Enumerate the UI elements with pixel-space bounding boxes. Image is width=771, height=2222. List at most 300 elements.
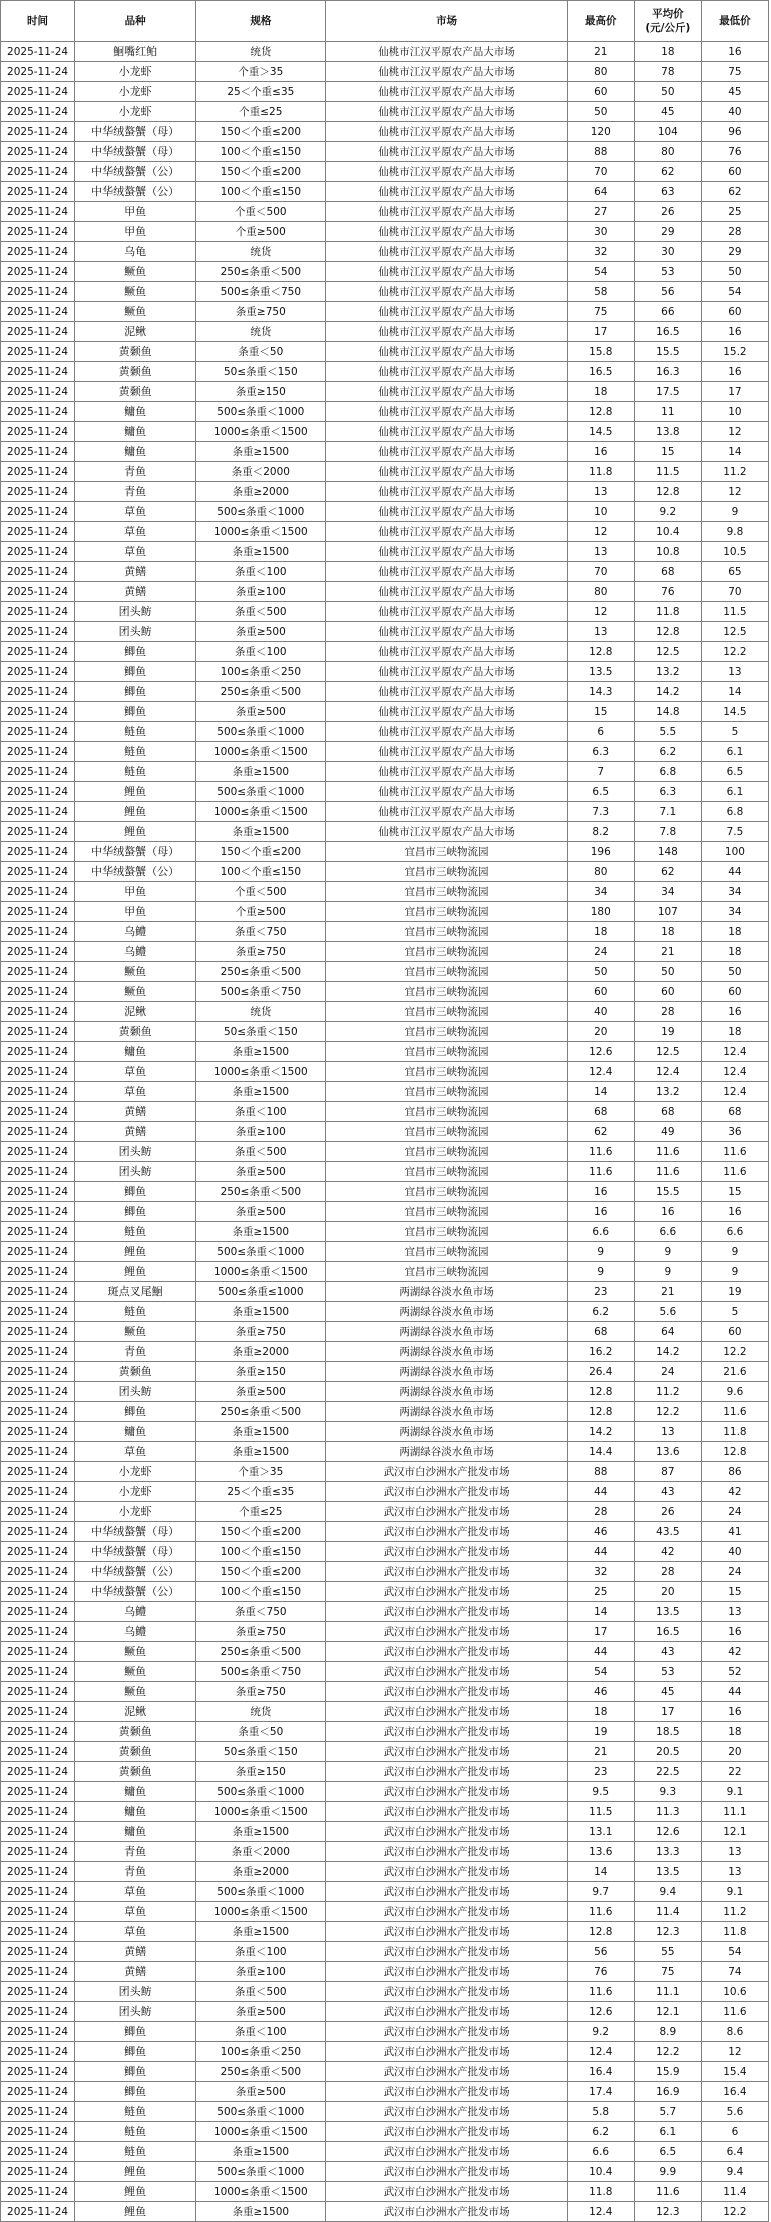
spec-cell: 条重≥500 [196, 1162, 326, 1182]
avg-price-cell: 87 [634, 1462, 701, 1482]
low-price-cell: 100 [701, 842, 768, 862]
spec-cell: 500≤条重＜1000 [196, 1782, 326, 1802]
low-price-cell: 16 [701, 362, 768, 382]
low-price-cell: 18 [701, 942, 768, 962]
market-cell: 仙桃市江汉平原农产品大市场 [326, 602, 567, 622]
date-cell: 2025-11-24 [1, 1442, 75, 1462]
table-row [1, 1482, 769, 1502]
date-cell: 2025-11-24 [1, 1662, 75, 1682]
high-price-cell: 60 [567, 982, 634, 1002]
low-price-cell: 60 [701, 162, 768, 182]
market-cell: 仙桃市江汉平原农产品大市场 [326, 262, 567, 282]
avg-price-cell: 68 [634, 562, 701, 582]
low-price-cell: 45 [701, 82, 768, 102]
spec-cell: 条重≥1500 [196, 1302, 326, 1322]
spec-cell: 条重≥500 [196, 622, 326, 642]
date-cell: 2025-11-24 [1, 1502, 75, 1522]
high-price-cell: 12.8 [567, 1402, 634, 1422]
date-cell: 2025-11-24 [1, 962, 75, 982]
market-cell: 武汉市白沙洲水产批发市场 [326, 2142, 567, 2162]
spec-cell: 条重≥500 [196, 1202, 326, 1222]
spec-cell: 个重≤25 [196, 102, 326, 122]
date-cell: 2025-11-24 [1, 42, 75, 62]
avg-price-cell: 75 [634, 1962, 701, 1982]
high-price-cell: 8.2 [567, 822, 634, 842]
high-price-cell: 75 [567, 302, 634, 322]
spec-cell: 条重＜2000 [196, 462, 326, 482]
market-cell: 宜昌市三峡物流园 [326, 1022, 567, 1042]
low-price-cell: 6.1 [701, 782, 768, 802]
spec-cell: 条重≥1500 [196, 1422, 326, 1442]
market-cell: 两湖绿谷淡水鱼市场 [326, 1402, 567, 1422]
low-price-cell: 17 [701, 382, 768, 402]
table-row [1, 902, 769, 922]
date-cell: 2025-11-24 [1, 502, 75, 522]
market-cell: 仙桃市江汉平原农产品大市场 [326, 42, 567, 62]
high-price-cell: 17 [567, 1622, 634, 1642]
date-cell: 2025-11-24 [1, 2102, 75, 2122]
high-price-cell: 6.6 [567, 2142, 634, 2162]
market-cell: 武汉市白沙洲水产批发市场 [326, 1882, 567, 1902]
high-price-cell: 44 [567, 1542, 634, 1562]
market-cell: 仙桃市江汉平原农产品大市场 [326, 142, 567, 162]
market-cell: 仙桃市江汉平原农产品大市场 [326, 82, 567, 102]
avg-price-cell: 11.8 [634, 602, 701, 622]
high-price-cell: 17 [567, 322, 634, 342]
avg-price-cell: 53 [634, 1662, 701, 1682]
variety-cell: 泥鳅 [75, 1002, 196, 1022]
high-price-cell: 12.4 [567, 2042, 634, 2062]
avg-price-cell: 13.2 [634, 1082, 701, 1102]
avg-price-cell: 26 [634, 202, 701, 222]
market-cell: 仙桃市江汉平原农产品大市场 [326, 442, 567, 462]
table-row [1, 1862, 769, 1882]
spec-cell: 条重＜2000 [196, 1842, 326, 1862]
variety-cell: 团头鲂 [75, 1982, 196, 2002]
date-cell: 2025-11-24 [1, 1322, 75, 1342]
market-cell: 武汉市白沙洲水产批发市场 [326, 1502, 567, 1522]
low-price-cell: 16 [701, 1622, 768, 1642]
spec-cell: 条重＜500 [196, 1142, 326, 1162]
avg-price-cell: 107 [634, 902, 701, 922]
date-cell: 2025-11-24 [1, 162, 75, 182]
table-row [1, 1982, 769, 2002]
market-cell: 仙桃市江汉平原农产品大市场 [326, 422, 567, 442]
low-price-cell: 12 [701, 2042, 768, 2062]
low-price-cell: 16 [701, 1702, 768, 1722]
avg-price-cell: 20.5 [634, 1742, 701, 1762]
low-price-cell: 19 [701, 1282, 768, 1302]
date-cell: 2025-11-24 [1, 702, 75, 722]
header-low-price: 最低价 [701, 1, 768, 42]
variety-cell: 斑点叉尾鮰 [75, 1282, 196, 1302]
market-cell: 两湖绿谷淡水鱼市场 [326, 1382, 567, 1402]
table-row [1, 862, 769, 882]
date-cell: 2025-11-24 [1, 602, 75, 622]
table-row [1, 762, 769, 782]
variety-cell: 鲫鱼 [75, 1182, 196, 1202]
date-cell: 2025-11-24 [1, 1682, 75, 1702]
variety-cell: 青鱼 [75, 1342, 196, 1362]
variety-cell: 甲鱼 [75, 882, 196, 902]
table-row [1, 182, 769, 202]
market-cell: 武汉市白沙洲水产批发市场 [326, 2022, 567, 2042]
date-cell: 2025-11-24 [1, 1302, 75, 1322]
table-row [1, 1202, 769, 1222]
high-price-cell: 28 [567, 1502, 634, 1522]
spec-cell: 500≤条重＜1000 [196, 782, 326, 802]
date-cell: 2025-11-24 [1, 2022, 75, 2042]
market-cell: 仙桃市江汉平原农产品大市场 [326, 682, 567, 702]
date-cell: 2025-11-24 [1, 1362, 75, 1382]
table-row [1, 522, 769, 542]
low-price-cell: 11.5 [701, 602, 768, 622]
market-cell: 仙桃市江汉平原农产品大市场 [326, 202, 567, 222]
header-avg-price-unit: (元/公斤) [645, 22, 691, 34]
low-price-cell: 54 [701, 1942, 768, 1962]
variety-cell: 鳜鱼 [75, 962, 196, 982]
table-row [1, 742, 769, 762]
avg-price-cell: 13.3 [634, 1842, 701, 1862]
table-row [1, 1582, 769, 1602]
high-price-cell: 50 [567, 102, 634, 122]
date-cell: 2025-11-24 [1, 222, 75, 242]
low-price-cell: 9 [701, 1242, 768, 1262]
market-cell: 武汉市白沙洲水产批发市场 [326, 1922, 567, 1942]
market-cell: 武汉市白沙洲水产批发市场 [326, 2122, 567, 2142]
table-row [1, 482, 769, 502]
low-price-cell: 9.4 [701, 2162, 768, 2182]
variety-cell: 鳙鱼 [75, 1042, 196, 1062]
spec-cell: 100≤条重＜250 [196, 662, 326, 682]
variety-cell: 黄颡鱼 [75, 1762, 196, 1782]
variety-cell: 乌鳢 [75, 922, 196, 942]
avg-price-cell: 13.5 [634, 1602, 701, 1622]
market-cell: 仙桃市江汉平原农产品大市场 [326, 182, 567, 202]
high-price-cell: 6 [567, 722, 634, 742]
table-row [1, 922, 769, 942]
table-row [1, 1362, 769, 1382]
date-cell: 2025-11-24 [1, 1482, 75, 1502]
high-price-cell: 11.5 [567, 1802, 634, 1822]
avg-price-cell: 28 [634, 1562, 701, 1582]
avg-price-cell: 12.8 [634, 622, 701, 642]
table-row [1, 222, 769, 242]
high-price-cell: 6.3 [567, 742, 634, 762]
low-price-cell: 11.4 [701, 2182, 768, 2202]
date-cell: 2025-11-24 [1, 2182, 75, 2202]
table-row [1, 822, 769, 842]
variety-cell: 鳜鱼 [75, 1642, 196, 1662]
variety-cell: 鳜鱼 [75, 262, 196, 282]
avg-price-cell: 43.5 [634, 1522, 701, 1542]
date-cell: 2025-11-24 [1, 262, 75, 282]
market-cell: 仙桃市江汉平原农产品大市场 [326, 562, 567, 582]
header-date: 时间 [1, 1, 75, 42]
variety-cell: 黄鳝 [75, 562, 196, 582]
low-price-cell: 9.1 [701, 1782, 768, 1802]
date-cell: 2025-11-24 [1, 1202, 75, 1222]
date-cell: 2025-11-24 [1, 1962, 75, 1982]
spec-cell: 条重≥750 [196, 1322, 326, 1342]
table-row [1, 1122, 769, 1142]
avg-price-cell: 18.5 [634, 1722, 701, 1742]
variety-cell: 草鱼 [75, 542, 196, 562]
avg-price-cell: 45 [634, 1682, 701, 1702]
date-cell: 2025-11-24 [1, 202, 75, 222]
table-row [1, 1722, 769, 1742]
market-cell: 仙桃市江汉平原农产品大市场 [326, 502, 567, 522]
table-row [1, 2102, 769, 2122]
high-price-cell: 14.4 [567, 1442, 634, 1462]
market-cell: 仙桃市江汉平原农产品大市场 [326, 662, 567, 682]
variety-cell: 黄鳝 [75, 1942, 196, 1962]
date-cell: 2025-11-24 [1, 142, 75, 162]
variety-cell: 黄鳝 [75, 582, 196, 602]
high-price-cell: 12.4 [567, 2202, 634, 2222]
avg-price-cell: 50 [634, 82, 701, 102]
variety-cell: 鲫鱼 [75, 2062, 196, 2082]
avg-price-cell: 5.7 [634, 2102, 701, 2122]
table-row [1, 1882, 769, 1902]
avg-price-cell: 11.6 [634, 1162, 701, 1182]
market-cell: 武汉市白沙洲水产批发市场 [326, 1862, 567, 1882]
variety-cell: 乌鳢 [75, 1622, 196, 1642]
avg-price-cell: 11.1 [634, 1982, 701, 2002]
market-cell: 武汉市白沙洲水产批发市场 [326, 2102, 567, 2122]
table-row [1, 1562, 769, 1582]
high-price-cell: 16 [567, 1202, 634, 1222]
market-cell: 武汉市白沙洲水产批发市场 [326, 1942, 567, 1962]
spec-cell: 条重＜750 [196, 1602, 326, 1622]
date-cell: 2025-11-24 [1, 642, 75, 662]
variety-cell: 鳙鱼 [75, 422, 196, 442]
high-price-cell: 12 [567, 522, 634, 542]
high-price-cell: 70 [567, 162, 634, 182]
market-cell: 宜昌市三峡物流园 [326, 1202, 567, 1222]
high-price-cell: 18 [567, 382, 634, 402]
spec-cell: 条重≥1500 [196, 442, 326, 462]
date-cell: 2025-11-24 [1, 1882, 75, 1902]
avg-price-cell: 55 [634, 1942, 701, 1962]
market-cell: 宜昌市三峡物流园 [326, 1122, 567, 1142]
low-price-cell: 5 [701, 722, 768, 742]
low-price-cell: 40 [701, 102, 768, 122]
variety-cell: 乌龟 [75, 242, 196, 262]
avg-price-cell: 76 [634, 582, 701, 602]
date-cell: 2025-11-24 [1, 1222, 75, 1242]
spec-cell: 条重≥150 [196, 1362, 326, 1382]
market-cell: 仙桃市江汉平原农产品大市场 [326, 582, 567, 602]
variety-cell: 鲢鱼 [75, 1222, 196, 1242]
date-cell: 2025-11-24 [1, 942, 75, 962]
high-price-cell: 60 [567, 82, 634, 102]
market-cell: 仙桃市江汉平原农产品大市场 [326, 462, 567, 482]
variety-cell: 草鱼 [75, 1922, 196, 1942]
low-price-cell: 25 [701, 202, 768, 222]
high-price-cell: 58 [567, 282, 634, 302]
avg-price-cell: 16.9 [634, 2082, 701, 2102]
avg-price-cell: 78 [634, 62, 701, 82]
variety-cell: 鲤鱼 [75, 2202, 196, 2222]
avg-price-cell: 12.2 [634, 1402, 701, 1422]
table-row [1, 102, 769, 122]
spec-cell: 条重≥1500 [196, 1442, 326, 1462]
header-market: 市场 [326, 1, 567, 42]
spec-cell: 1000≤条重＜1500 [196, 422, 326, 442]
spec-cell: 250≤条重＜500 [196, 1402, 326, 1422]
spec-cell: 100≤条重＜250 [196, 2042, 326, 2062]
avg-price-cell: 22.5 [634, 1762, 701, 1782]
spec-cell: 条重≥150 [196, 382, 326, 402]
low-price-cell: 24 [701, 1562, 768, 1582]
avg-price-cell: 15.5 [634, 1182, 701, 1202]
high-price-cell: 12.8 [567, 402, 634, 422]
market-cell: 宜昌市三峡物流园 [326, 942, 567, 962]
header-avg-price [634, 1, 701, 42]
date-cell: 2025-11-24 [1, 82, 75, 102]
date-cell: 2025-11-24 [1, 1582, 75, 1602]
table-row [1, 2142, 769, 2162]
avg-price-cell: 11.3 [634, 1802, 701, 1822]
low-price-cell: 15.4 [701, 2062, 768, 2082]
table-row [1, 642, 769, 662]
date-cell: 2025-11-24 [1, 882, 75, 902]
date-cell: 2025-11-24 [1, 902, 75, 922]
low-price-cell: 11.6 [701, 2002, 768, 2022]
avg-price-cell: 9.2 [634, 502, 701, 522]
spec-cell: 条重≥750 [196, 942, 326, 962]
spec-cell: 条重≥2000 [196, 482, 326, 502]
avg-price-cell: 56 [634, 282, 701, 302]
variety-cell: 中华绒螯蟹（公） [75, 862, 196, 882]
spec-cell: 150＜个重≤200 [196, 1562, 326, 1582]
variety-cell: 黄颡鱼 [75, 1362, 196, 1382]
date-cell: 2025-11-24 [1, 1242, 75, 1262]
high-price-cell: 13.5 [567, 662, 634, 682]
spec-cell: 条重＜100 [196, 1942, 326, 1962]
high-price-cell: 20 [567, 1022, 634, 1042]
variety-cell: 鲢鱼 [75, 762, 196, 782]
avg-price-cell: 68 [634, 1102, 701, 1122]
variety-cell: 鳜鱼 [75, 1322, 196, 1342]
market-cell: 仙桃市江汉平原农产品大市场 [326, 362, 567, 382]
date-cell: 2025-11-24 [1, 1922, 75, 1942]
avg-price-cell: 104 [634, 122, 701, 142]
market-cell: 武汉市白沙洲水产批发市场 [326, 1822, 567, 1842]
spec-cell: 条重≥1500 [196, 1222, 326, 1242]
high-price-cell: 23 [567, 1762, 634, 1782]
low-price-cell: 12.4 [701, 1062, 768, 1082]
variety-cell: 鲫鱼 [75, 682, 196, 702]
avg-price-cell: 18 [634, 922, 701, 942]
high-price-cell: 12.6 [567, 1042, 634, 1062]
high-price-cell: 7 [567, 762, 634, 782]
market-cell: 武汉市白沙洲水产批发市场 [326, 1702, 567, 1722]
high-price-cell: 15.8 [567, 342, 634, 362]
avg-price-cell: 6.3 [634, 782, 701, 802]
avg-price-cell: 9.9 [634, 2162, 701, 2182]
high-price-cell: 14.2 [567, 1422, 634, 1442]
spec-cell: 条重≥100 [196, 1962, 326, 1982]
date-cell: 2025-11-24 [1, 1082, 75, 1102]
spec-cell: 条重＜500 [196, 602, 326, 622]
date-cell: 2025-11-24 [1, 2002, 75, 2022]
high-price-cell: 11.8 [567, 2182, 634, 2202]
high-price-cell: 12.6 [567, 2002, 634, 2022]
low-price-cell: 62 [701, 182, 768, 202]
table-row [1, 1142, 769, 1162]
variety-cell: 中华绒螯蟹（公） [75, 1582, 196, 1602]
spec-cell: 500≤条重＜750 [196, 282, 326, 302]
spec-cell: 条重≥100 [196, 582, 326, 602]
avg-price-cell: 11.5 [634, 462, 701, 482]
spec-cell: 150＜个重≤200 [196, 1522, 326, 1542]
market-cell: 仙桃市江汉平原农产品大市场 [326, 242, 567, 262]
avg-price-cell: 13.6 [634, 1442, 701, 1462]
variety-cell: 中华绒螯蟹（母） [75, 842, 196, 862]
high-price-cell: 11.6 [567, 1982, 634, 2002]
high-price-cell: 44 [567, 1482, 634, 1502]
avg-price-cell: 11.2 [634, 1382, 701, 1402]
variety-cell: 中华绒螯蟹（母） [75, 1542, 196, 1562]
date-cell: 2025-11-24 [1, 1722, 75, 1742]
low-price-cell: 14 [701, 442, 768, 462]
table-row [1, 1102, 769, 1122]
spec-cell: 500≤条重＜1000 [196, 722, 326, 742]
table-row [1, 1622, 769, 1642]
low-price-cell: 13 [701, 662, 768, 682]
variety-cell: 中华绒螯蟹（公） [75, 162, 196, 182]
low-price-cell: 12.5 [701, 622, 768, 642]
variety-cell: 鲤鱼 [75, 2162, 196, 2182]
table-row [1, 882, 769, 902]
date-cell: 2025-11-24 [1, 402, 75, 422]
low-price-cell: 20 [701, 1742, 768, 1762]
market-cell: 仙桃市江汉平原农产品大市场 [326, 402, 567, 422]
spec-cell: 统货 [196, 1702, 326, 1722]
low-price-cell: 68 [701, 1102, 768, 1122]
spec-cell: 个重＜500 [196, 882, 326, 902]
spec-cell: 150＜个重≤200 [196, 162, 326, 182]
date-cell: 2025-11-24 [1, 1342, 75, 1362]
variety-cell: 鲤鱼 [75, 822, 196, 842]
spec-cell: 条重＜50 [196, 342, 326, 362]
table-row [1, 1182, 769, 1202]
table-row [1, 1342, 769, 1362]
variety-cell: 鲢鱼 [75, 2142, 196, 2162]
spec-cell: 500≤条重＜1000 [196, 1882, 326, 1902]
spec-cell: 条重＜100 [196, 2022, 326, 2042]
high-price-cell: 76 [567, 1962, 634, 1982]
date-cell: 2025-11-24 [1, 382, 75, 402]
high-price-cell: 12.8 [567, 1922, 634, 1942]
low-price-cell: 10.5 [701, 542, 768, 562]
high-price-cell: 12.8 [567, 642, 634, 662]
high-price-cell: 196 [567, 842, 634, 862]
spec-cell: 个重≥500 [196, 222, 326, 242]
date-cell: 2025-11-24 [1, 342, 75, 362]
spec-cell: 500≤条重＜750 [196, 982, 326, 1002]
variety-cell: 鮰嘴红鲌 [75, 42, 196, 62]
spec-cell: 1000≤条重＜1500 [196, 1802, 326, 1822]
date-cell: 2025-11-24 [1, 1002, 75, 1022]
table-row [1, 1842, 769, 1862]
avg-price-cell: 16 [634, 1202, 701, 1222]
avg-price-cell: 13.2 [634, 662, 701, 682]
variety-cell: 团头鲂 [75, 602, 196, 622]
spec-cell: 250≤条重＜500 [196, 682, 326, 702]
